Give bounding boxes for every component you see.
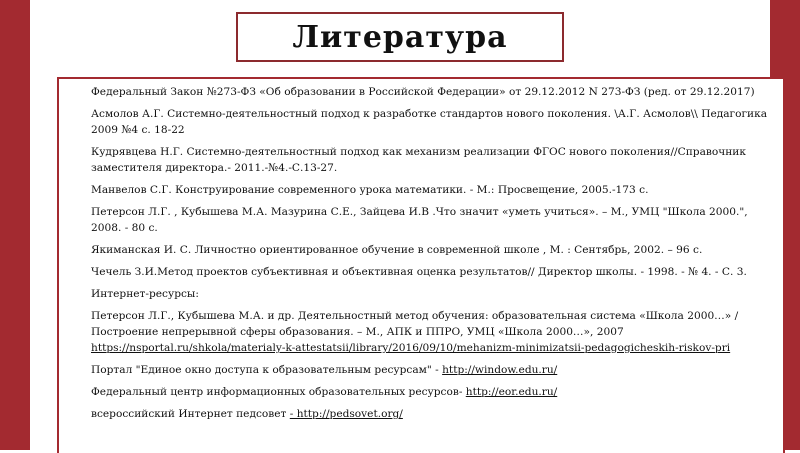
reference-item (61, 264, 775, 280)
reference-text: Кудрявцева Н.Г. Системно-деятельностный подход как механизм реализации ФГОС нового поколения//Справочник заместителя директора.- 2011.-№4.-С.13-27. (91, 146, 746, 174)
reference-text: Манвелов С.Г. Конструирование современного урока математики. - М.: Просвещение, 2005.-173 с. (91, 184, 649, 196)
reference-item (61, 242, 775, 258)
resource-text: Петерсон Л.Г., Кубышева М.А. и др. Деятельностный метод обучения: образовательная система «Школа 2000…» / Построение непрерывной сферы образования. – М., АПК и ППРО, УМЦ «Школа 2000…», 2007 (91, 310, 739, 338)
reference-item (61, 106, 775, 138)
reference-item (61, 182, 775, 198)
resource-item (61, 406, 775, 422)
reference-item (61, 144, 775, 176)
reference-item (61, 204, 775, 236)
reference-text: Петерсон Л.Г. , Кубышева М.А. Мазурина С.Е., Зайцева И.В .Что значит «уметь учиться». – М., УМЦ "Школа 2000.", 2008. - 80 с. (91, 206, 748, 234)
resource-item (61, 384, 775, 400)
pedsovet-link[interactable]: - http://pedsovet.org/ (289, 408, 403, 420)
reference-text: Асмолов А.Г. Системно-деятельностный подход к разработке стандартов нового поколения. \А.Г. Асмолов\\ Педагогика 2009 №4 с. 18-22 (91, 108, 768, 136)
internet-resources-heading: Интернет-ресурсы: (91, 288, 199, 300)
reference-list (61, 84, 775, 428)
window-edu-link[interactable]: http://window.edu.ru/ (442, 364, 558, 376)
resource-text: Федеральный центр информационных образовательных ресурсов- (91, 386, 466, 398)
slide-title: Литература (292, 19, 508, 55)
resource-text: Портал "Единое окно доступа к образовательным ресурсам" - (91, 364, 443, 376)
resource-portal (61, 362, 775, 378)
reference-text: Чечель З.И.Метод проектов субъективная и объективная оценка результатов// Директор школы. - 1998. - № 4. - С. 3. (91, 266, 747, 278)
eor-edu-link[interactable]: http://eor.edu.ru/ (465, 386, 558, 398)
resource-text: всероссийский Интернет педсовет (91, 408, 290, 420)
resource-item (61, 308, 775, 356)
reference-item (61, 84, 775, 100)
title-box (236, 12, 564, 62)
left-accent-bar (0, 0, 30, 450)
reference-text: Федеральный Закон №273-ФЗ «Об образовании в Российской Федерации» от 29.12.2012 N 273-ФЗ (ред. от 29.12.2017) (91, 86, 755, 98)
reference-text: Якиманская И. С. Личностно ориентированное обучение в современной школе , М. : Сентябрь, 2002. – 96 с. (91, 244, 703, 256)
nsportal-link[interactable]: https://nsportal.ru/shkola/materialy-k-attestatsii/library/2016/09/10/mehanizm-minimizatsii-pedagogicheskih-riskov-pri (91, 342, 731, 354)
